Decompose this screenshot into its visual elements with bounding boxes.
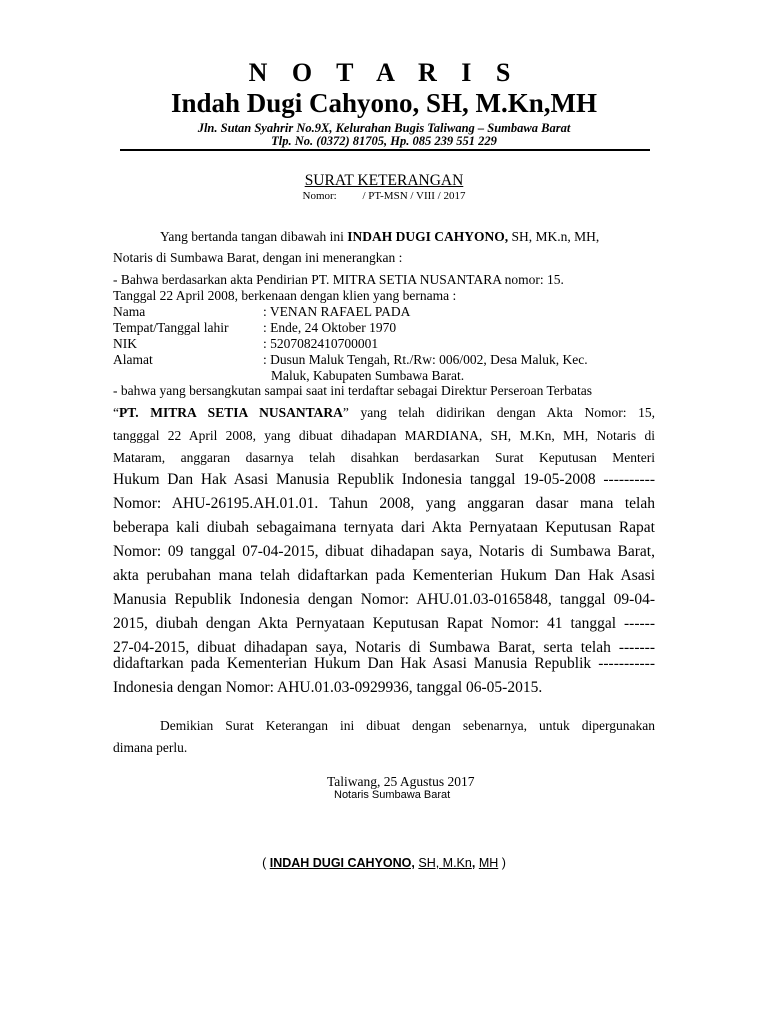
client-row [113, 304, 655, 320]
client-address-continued: Maluk, Kabupaten Sumbawa Barat. [271, 368, 465, 383]
client-label: Tempat/Tanggal lahir [113, 320, 229, 335]
intro-line-2: Notaris di Sumbawa Barat, dengan ini menerangkan : [113, 250, 403, 265]
client-value: : Ende, 24 Oktober 1970 [263, 320, 397, 335]
statement-line-4: Mataram, anggaran dasarnya telah disahkan berdasarkan Surat Keputusan Menteri [113, 450, 655, 465]
statement-body-line: Nomor: AHU-26195.AH.01.01. Tahun 2008, yang anggaran dasar mana telah [113, 495, 655, 512]
statement-body-line: Nomor: 09 tanggal 07-04-2015, dibuat dihadapan saya, Notaris di Sumbawa Barat, [113, 543, 655, 560]
document-number-value: / PT-MSN / VIII / 2017 [362, 190, 466, 202]
signature-comma: , [471, 856, 476, 870]
signature-name-line [0, 856, 768, 870]
signature-name: INDAH DUGI CAHYONO, [269, 856, 415, 870]
statement-body-line: 2015, diubah dengan Akta Pernyataan Keputusan Rapat Nomor: 41 tanggal ------ [113, 615, 655, 632]
intro-text: Yang bertanda tangan dibawah ini [160, 229, 348, 244]
document-number-label: Nomor: [302, 190, 337, 202]
statement-body-line: 27-04-2015, dibuat dihadapan saya, Notaris di Sumbawa Barat, serta telah ------- [113, 639, 655, 656]
signature-title-2: MH [478, 856, 499, 870]
signature-role: Notaris Sumbawa Barat [334, 789, 451, 801]
statement-text: ” yang telah didirikan dengan Akta Nomor: 15, [342, 405, 655, 420]
statement-line-2 [113, 405, 655, 421]
statement-line-1: - bahwa yang bersangkutan sampai saat ini terdaftar sebagai Direktur Perseroan Terbatas [113, 383, 592, 398]
client-row [113, 320, 655, 336]
statement-body-line: didaftarkan pada Kementerian Hukum Dan Hak Asasi Manusia Republik ----------- [113, 655, 655, 672]
intro-notary-name: INDAH DUGI CAHYONO, [347, 229, 509, 244]
client-label: NIK [113, 336, 137, 351]
intro-line-1 [113, 229, 655, 245]
document-title: SURAT KETERANGAN [304, 172, 464, 189]
intro-line-3: - Bahwa berdasarkan akta Pendirian PT. MITRA SETIA NUSANTARA nomor: 15. [113, 272, 564, 287]
client-row [113, 352, 655, 368]
signature-title-1: SH, M.Kn [418, 856, 472, 870]
statement-body-line: Manusia Republik Indonesia dengan Nomor: AHU.01.03-0165848, tanggal 09-04- [113, 591, 655, 608]
client-value: : VENAN RAFAEL PADA [263, 304, 411, 319]
closing-line-1: Demikian Surat Keterangan ini dibuat dengan sebenarnya, untuk dipergunakan [160, 718, 655, 733]
client-row [113, 336, 655, 352]
statement-body-line: akta perubahan mana telah didaftarkan pada Kementerian Hukum Dan Hak Asasi [113, 567, 655, 584]
client-value: : Dusun Maluk Tengah, Rt./Rw: 006/002, Desa Maluk, Kec. [263, 352, 588, 367]
intro-text: SH, MK.n, MH, [508, 229, 600, 244]
document-number [0, 190, 768, 202]
quote-mark: “ [113, 405, 119, 420]
client-label: Alamat [113, 352, 153, 367]
company-name: PT. MITRA SETIA NUSANTARA [119, 405, 343, 420]
statement-body-line: beberapa kali diubah sebagaimana ternyata dari Akta Pernyataan Keputusan Rapat [113, 519, 655, 536]
signature-place-date: Taliwang, 25 Agustus 2017 [327, 774, 475, 789]
statement-line-3: tangggal 22 April 2008, yang dibuat dihadapan MARDIANA, SH, M.Kn, MH, Notaris di [113, 428, 655, 443]
notary-address: Jln. Sutan Syahrir No.9X, Kelurahan Bugis Taliwang – Sumbawa Barat [197, 121, 571, 135]
notary-name: Indah Dugi Cahyono, SH, M.Kn,MH [170, 88, 598, 118]
client-label: Nama [113, 304, 146, 319]
client-value: : 5207082410700001 [263, 336, 379, 351]
statement-body-line: Indonesia dengan Nomor: AHU.01.03-0929936, tanggal 06-05-2015. [113, 679, 543, 696]
signature-paren: ( [262, 856, 270, 870]
closing-line-2: dimana perlu. [113, 740, 188, 755]
notary-phone: Tlp. No. (0372) 81705, Hp. 085 239 551 229 [271, 134, 497, 148]
statement-body-line: Hukum Dan Hak Asasi Manusia Republik Indonesia tanggal 19-05-2008 ---------- [113, 471, 655, 488]
letterhead-title: N O T A R I S [248, 58, 520, 87]
signature-paren: ) [498, 856, 506, 870]
letterhead-divider [120, 149, 650, 151]
intro-line-4: Tanggal 22 April 2008, berkenaan dengan klien yang bernama : [113, 288, 457, 303]
